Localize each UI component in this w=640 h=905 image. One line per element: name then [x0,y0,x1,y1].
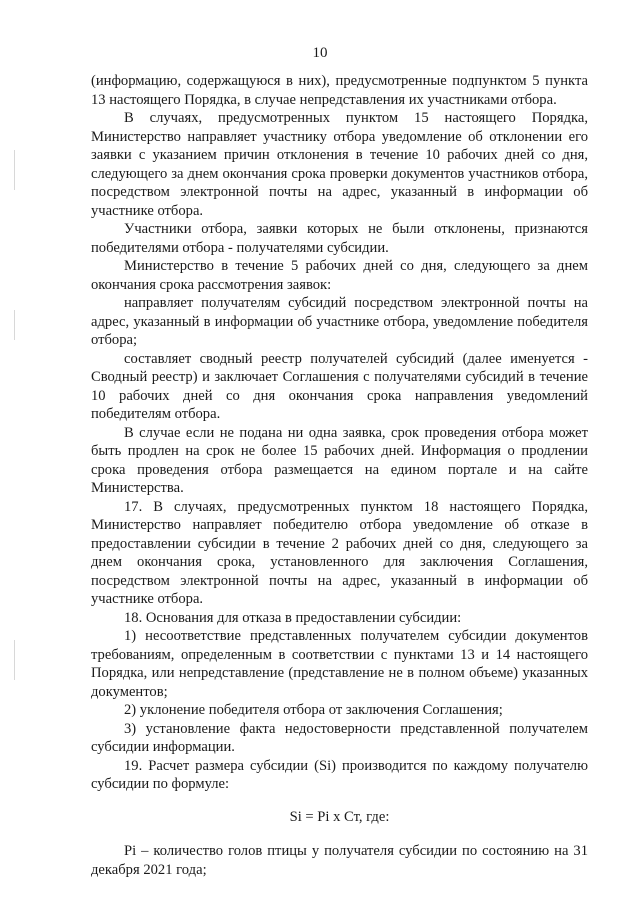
paragraph: (информацию, содержащуюся в них), предусмотренные подпунктом 5 пункта 13 настоящего Порядка, в случае непредставления их участниками отбора. [91,73,588,108]
paragraph: 17. В случаях, предусмотренных пунктом 18 настоящего Порядка, Министерство направляет победителю отбора уведомление об отказе в предоставлении субсидии в течение 2 рабочих дней со дня, следующего за днем окончания срока, установленного для заключения Соглашения, посредством электронной почты на адрес, указанный в информации об участнике отбора. [91,498,588,607]
paragraph: составляет сводный реестр получателей субсидий (далее именуется - Сводный реестр) и заключает Соглашения с получателями субсидий в течение 10 рабочих дней со дня окончания срока направления уведомлений победителям отбора. [91,350,588,422]
paragraph: В случаях, предусмотренных пунктом 15 настоящего Порядка, Министерство направляет участнику отбора уведомление об отклонении его заявки с указанием причин отклонения в течение 10 рабочих дней со дня, следующего за днем окончания срока проверки документов участников отбора, посредством электронной почты на адрес, указанный в информации об участнике отбора. [91,110,588,219]
scan-artifact [14,640,15,680]
paragraph: Участники отбора, заявки которых не были отклонены, признаются победителями отбора - получателями субсидии. [91,221,588,256]
paragraph: Pi – количество голов птицы у получателя субсидии по состоянию на 31 декабря 2021 года; [91,843,588,878]
paragraph: 1) несоответствие представленных получателем субсидии документов требованиям, определенным в соответствии с пунктами 13 и 14 настоящего Порядка, или непредставление (представление не в полном объеме) указанных документов; [91,628,588,700]
paragraph: направляет получателям субсидий посредством электронной почты на адрес, указанный в информации об участнике отбора, уведомление победителя отбора; [91,295,588,348]
paragraph: 3) установление факта недостоверности представленной получателем субсидии информации. [91,720,588,755]
formula: Si = Pi x Ст, где: [289,808,390,825]
scan-artifact [14,310,15,340]
paragraph: Министерство в течение 5 рабочих дней со дня, следующего за днем окончания срока рассмотрения заявок: [91,258,588,293]
paragraph: 18. Основания для отказа в предоставлении субсидии: [124,609,462,626]
paragraph: 2) уклонение победителя отбора от заключения Соглашения; [124,702,503,718]
scan-artifact [14,150,15,190]
page-number: 10 [312,45,328,61]
document-body [91,72,588,879]
paragraph: 19. Расчет размера субсидии (Si) производится по каждому получателю субсидии по формуле: [91,757,588,792]
paragraph: В случае если не подана ни одна заявка, срок проведения отбора может быть продлен на срок не более 15 рабочих дней. Информация о продлении срока проведения отбора размещается на едином портале и на сайте Министерства. [91,424,588,496]
